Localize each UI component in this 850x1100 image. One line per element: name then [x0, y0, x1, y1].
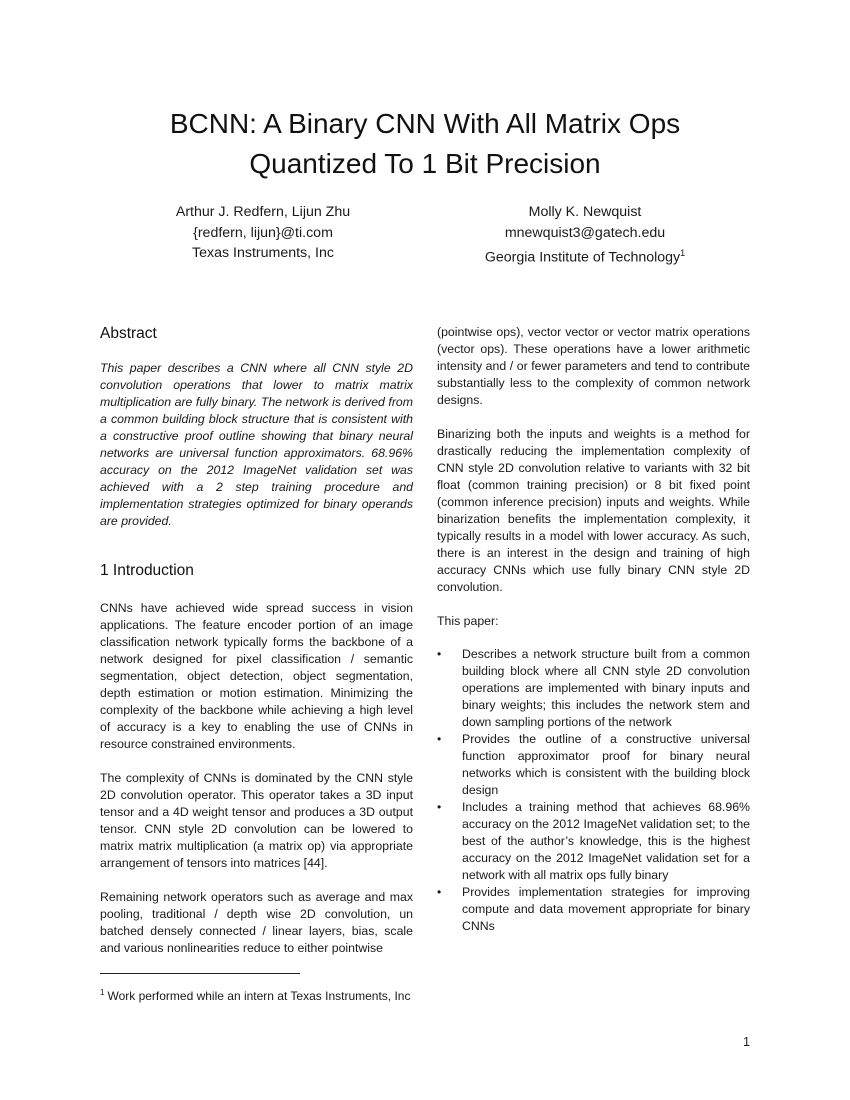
intro-paragraph: Remaining network operators such as average and max pooling, traditional / depth wise 2D convolution, un batched densely connected / linear layers, bias, scale and various nonlinearities reduce to either pointwise: [100, 890, 413, 955]
author-affiliation: [420, 243, 750, 268]
intro-paragraph: The complexity of CNNs is dominated by the CNN style 2D convolution operator. This operator takes a 3D input tensor and a 4D weight tensor and produces a 3D output tensor. CNN style 2D convolution can be lowered to matrix matrix multiplication (a matrix op) via appropriate arrangement of tensors into matrices [44].: [100, 771, 413, 870]
list-item: [437, 884, 750, 935]
title-line-2: Quantized To 1 Bit Precision: [249, 148, 601, 179]
footnote-divider: [100, 973, 300, 974]
footnote-mark: 1: [100, 988, 105, 997]
introduction-heading: 1 Introduction: [100, 562, 194, 579]
body-paragraph: (pointwise ops), vector vector or vector matrix operations (vector ops). These operations have a lower arithmetic intensity and / or fewer parameters and tend to contribute substantially less to the complexity of common network designs.: [437, 325, 750, 407]
bullet-icon: •: [437, 647, 442, 661]
bullet-icon: •: [437, 732, 442, 746]
right-column: [437, 324, 750, 935]
list-item-text: Includes a training method that achieves 68.96% accuracy on the 2012 ImageNet validation set; to the best of the author’s knowledge, this is the highest accuracy on the 2012 ImageNet validation set for a network with all matrix ops fully binary: [462, 800, 750, 882]
list-item: [437, 646, 750, 731]
footnote-marker: 1: [680, 248, 686, 258]
bullet-icon: •: [437, 800, 442, 814]
list-item: [437, 799, 750, 884]
list-item: [437, 731, 750, 799]
abstract-text: This paper describes a CNN where all CNN style 2D convolution operations that lower to matrix matrix multiplication are fully binary. The network is derived from a common building block structure that is consistent with a constructive proof outline showing that binary neural networks are universal function approximators. 68.96% accuracy on the 2012 ImageNet validation set was achieved with a 2 step training procedure and implementation strategies optimized for binary operands are provided.: [100, 361, 413, 528]
footnote-text: Work performed while an intern at Texas Instruments, Inc: [107, 989, 411, 1003]
contributions-list: [437, 646, 750, 935]
page-number: 1: [743, 1035, 750, 1049]
affiliation-text: Georgia Institute of Technology: [484, 249, 681, 266]
author-names: Arthur J. Redfern, Lijun Zhu: [175, 204, 351, 220]
intro-paragraph: CNNs have achieved wide spread success in vision applications. The feature encoder portion of an image classification network typically forms the backbone of a network designed for pixel classification / semantic segmentation, object detection, object segmentation, depth estimation or motion estimation. Minimizing the complexity of the backbone while achieving a high level of accuracy is a key to enabling the use of CNNs in resource constrained environments.: [100, 601, 413, 751]
abstract-heading: Abstract: [100, 325, 157, 342]
body-paragraph: This paper:: [437, 614, 499, 628]
title-line-1: BCNN: A Binary CNN With All Matrix Ops: [169, 108, 681, 139]
author-names: Molly K. Newquist: [528, 204, 642, 220]
author-email: mnewquist3@gatech.edu: [504, 224, 666, 241]
list-item-text: Describes a network structure built from a common building block where all CNN style 2D convolution operations are implemented with binary inputs and binary weights; this includes the network stem and down sampling portions of the network: [462, 647, 750, 729]
left-column: [100, 324, 413, 974]
bullet-icon: •: [437, 885, 442, 899]
list-item-text: Provides implementation strategies for improving compute and data movement appropriate for binary CNNs: [462, 885, 750, 933]
footnote: [100, 985, 410, 1004]
author-block-right: [420, 202, 750, 268]
list-item-text: Provides the outline of a constructive universal function approximator proof for binary neural networks which is consistent with the building block design: [462, 732, 750, 797]
author-emails: {redfern, lijun}@ti.com: [193, 224, 333, 241]
body-paragraph: Binarizing both the inputs and weights is a method for drastically reducing the implementation complexity of CNN style 2D convolution relative to variants with 32 bit float (common training precision) or 8 bit fixed point (common inference precision) inputs and weights. While binarization benefits the implementation complexity, it typically results in a model with lower accuracy. As such, there is an interest in the design and training of high accuracy CNNs which use fully binary CNN style 2D convolution.: [437, 427, 750, 594]
paper-title: [0, 104, 850, 184]
author-block-left: [98, 202, 428, 264]
author-affiliation: Texas Instruments, Inc: [192, 245, 334, 261]
